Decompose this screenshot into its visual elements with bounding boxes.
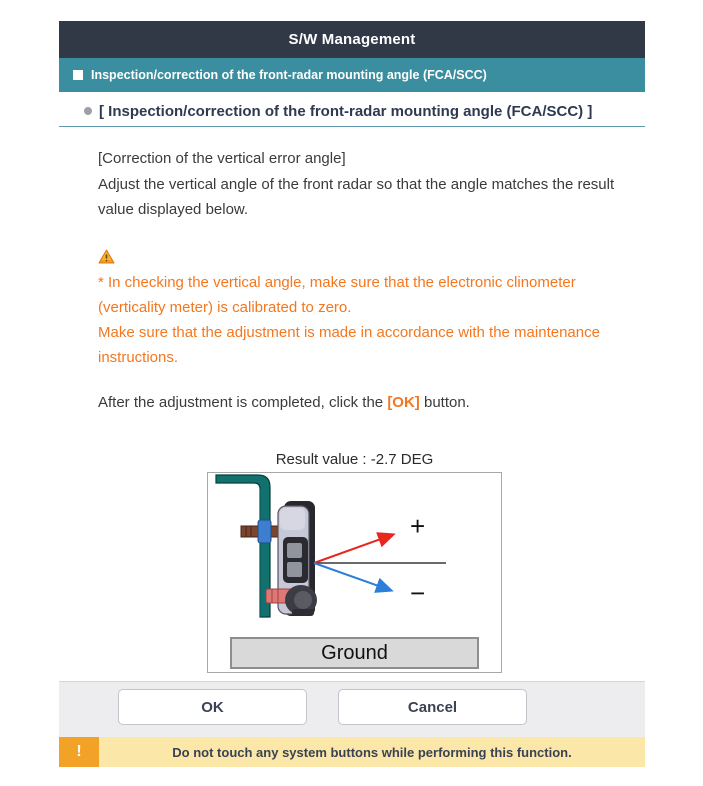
plus-sign-label: + [410, 511, 426, 541]
mounting-bolt-icon [241, 520, 279, 543]
action-text-before: After the adjustment is completed, click the [98, 394, 388, 411]
warning-text [98, 270, 633, 370]
action-instruction [98, 390, 633, 415]
square-bullet-icon [73, 70, 83, 80]
page-title: S/W Management [288, 31, 416, 48]
warning-block [98, 249, 633, 370]
function-title-label: Inspection/correction of the front-radar mounting angle (FCA/SCC) [91, 68, 487, 82]
action-text-after: button. [419, 394, 470, 411]
ok-button[interactable]: OK [118, 689, 307, 725]
instruction-paragraph [98, 146, 633, 223]
mounting-bracket-illustration [216, 475, 270, 617]
minus-direction-arrow [314, 563, 390, 590]
instruction-line-2: Adjust the vertical angle of the front radar so that the angle matches the result value displayed below. [98, 175, 615, 218]
ground-label: Ground [321, 641, 388, 664]
header-bar [59, 21, 645, 58]
warning-sentence-2: Make sure that the adjustment is made in accordance with the maintenance instructions. [98, 324, 600, 366]
instruction-line-1: [Correction of the vertical error angle] [98, 150, 346, 167]
section-heading [59, 96, 645, 127]
bullet-dot-icon [84, 107, 92, 115]
plus-direction-arrow [314, 535, 392, 563]
warning-triangle-icon [98, 249, 115, 264]
exclamation-icon: ! [59, 737, 99, 767]
caution-text: Do not touch any system buttons while performing this function. [172, 744, 572, 760]
section-heading-label: [ Inspection/correction of the front-radar mounting angle (FCA/SCC) ] [99, 102, 593, 120]
result-value-label: Result value : -2.7 DEG [275, 451, 434, 468]
cancel-button[interactable]: Cancel [338, 689, 527, 725]
footer-button-bar [59, 681, 645, 737]
function-title-bar [59, 58, 645, 92]
ok-highlight: [OK] [387, 394, 420, 411]
radar-unit-illustration [266, 501, 317, 616]
minus-sign-label: − [410, 578, 426, 608]
caution-strip [59, 737, 645, 767]
ground-bar [230, 637, 479, 669]
radar-diagram-box [207, 472, 502, 673]
warning-sentence-1: * In checking the vertical angle, make sure that the electronic clinometer (verticality meter) is calibrated to zero. [98, 274, 576, 316]
